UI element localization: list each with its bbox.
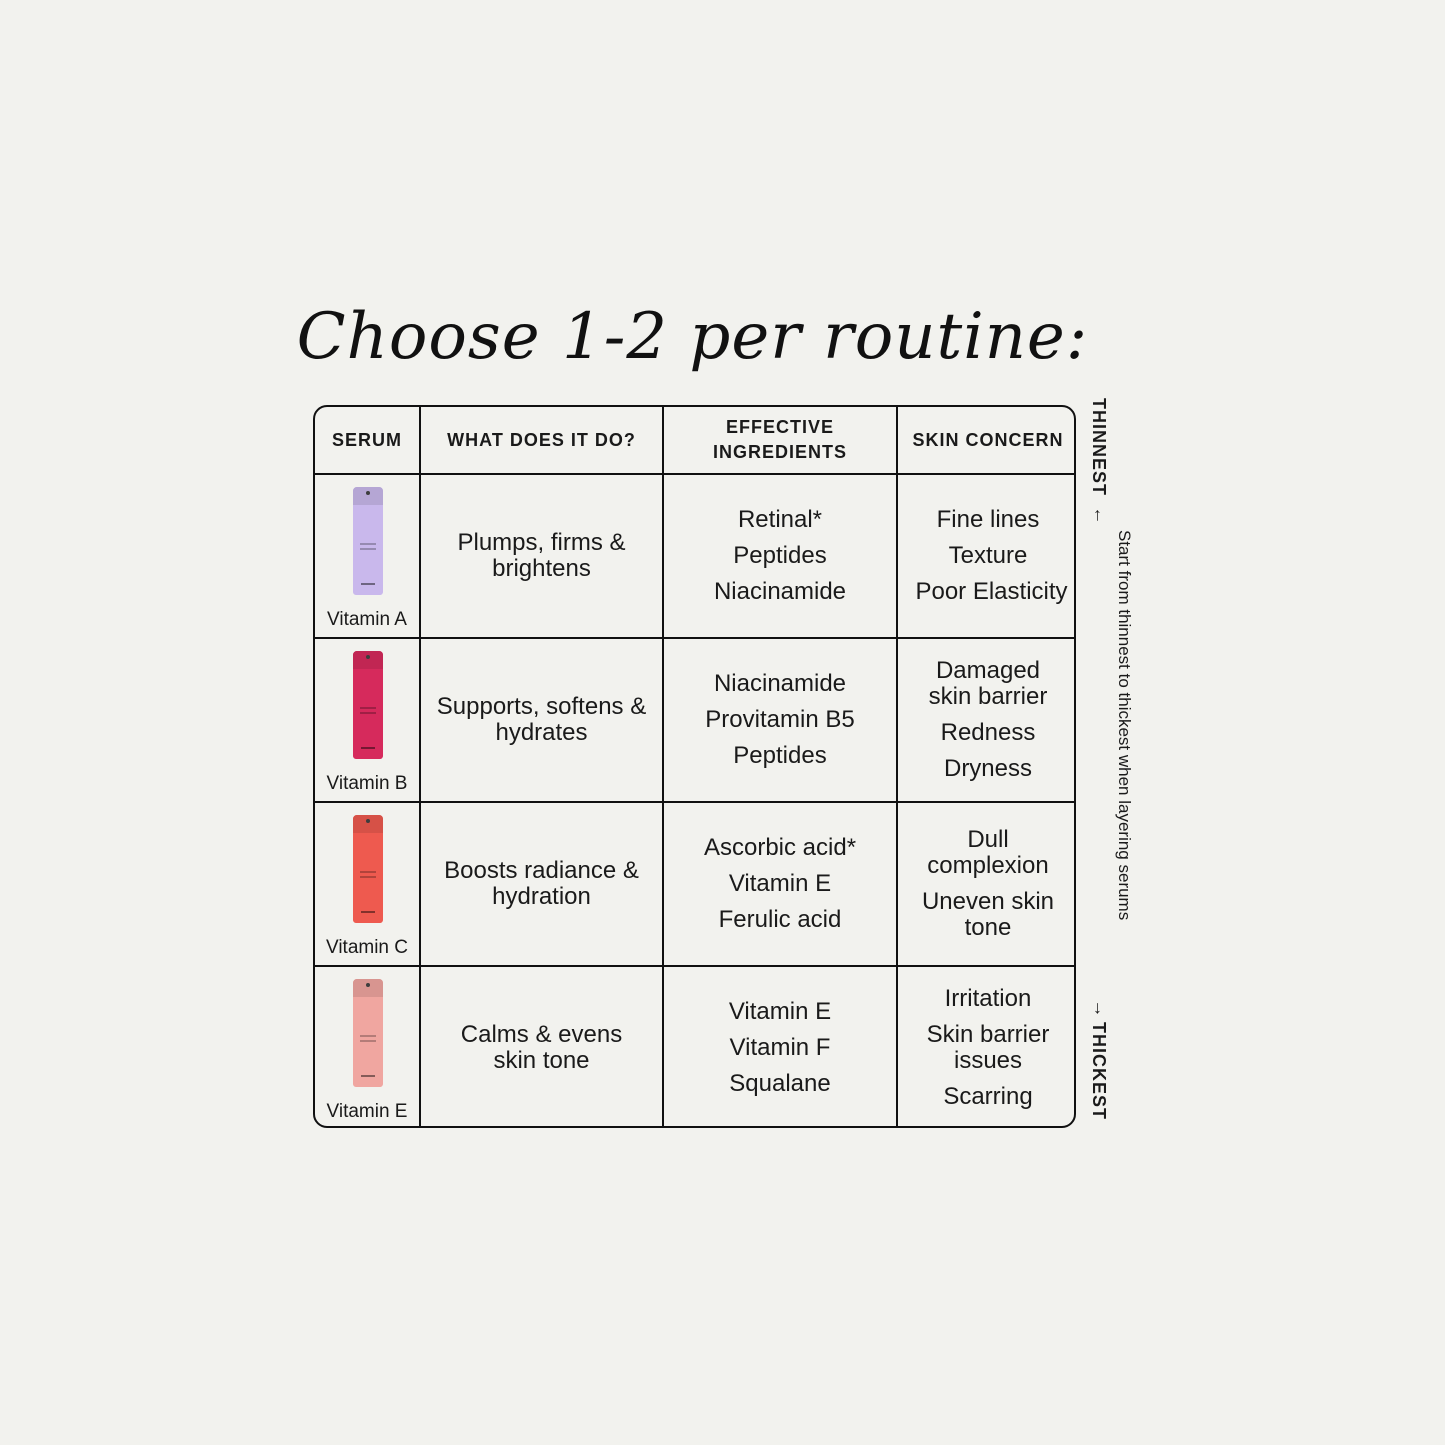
- serum-name: Vitamin B: [326, 773, 408, 794]
- serum-name: Vitamin E: [326, 1101, 408, 1122]
- ingredient-item: Ascorbic acid*: [703, 834, 857, 861]
- ingredient-item: Peptides: [733, 742, 827, 769]
- header-what-does-it-do: WHAT DOES IT DO?: [420, 407, 663, 474]
- serum-benefit: [420, 966, 663, 1128]
- concern-item: Uneven skin tone: [921, 888, 1055, 941]
- page-title: Choose 1-2 per routine:: [296, 300, 1089, 374]
- serum-comparison-table: [313, 405, 1076, 1128]
- concern-item: Damaged skin barrier: [928, 657, 1048, 710]
- concern-item: Texture: [948, 542, 1028, 569]
- ingredient-item: Retinal*: [737, 506, 823, 533]
- concern-item: Skin barrier issues: [926, 1021, 1050, 1074]
- ingredient-item: Peptides: [733, 542, 827, 569]
- table-header-row: [315, 407, 1076, 474]
- ingredient-item: Niacinamide: [713, 578, 847, 605]
- concern-item: Poor Elasticity: [915, 578, 1068, 605]
- ingredients-cell: [663, 802, 897, 966]
- serum-benefit: [420, 802, 663, 966]
- arrow-down-icon: →: [1090, 999, 1111, 1018]
- serum-bottle-image: [353, 815, 383, 923]
- ingredient-item: Provitamin B5: [705, 706, 855, 733]
- serum-cell: [315, 966, 420, 1128]
- arrow-up-icon: ←: [1090, 506, 1111, 525]
- serum-name: Vitamin A: [327, 609, 407, 630]
- serum-benefit: [420, 638, 663, 802]
- serum-cell: [315, 638, 420, 802]
- thinnest-label: THINNEST: [1089, 398, 1109, 496]
- layering-guide-text: Start from thinnest to thickest when layering serums: [1115, 530, 1134, 921]
- concern-item: Irritation: [944, 985, 1032, 1012]
- thickest-label: THICKEST: [1089, 1022, 1109, 1120]
- concern-item: Dryness: [943, 755, 1033, 782]
- ingredients-cell: [663, 966, 897, 1128]
- ingredient-item: Niacinamide: [713, 670, 847, 697]
- header-effective-ingredients: [663, 407, 897, 474]
- ingredient-item: Vitamin F: [729, 1034, 831, 1061]
- serum-benefit: [420, 474, 663, 638]
- concern-item: Redness: [940, 719, 1036, 746]
- serum-benefit-text: Plumps, firms & brightens: [457, 529, 626, 582]
- serum-name: Vitamin C: [325, 937, 408, 958]
- serum-cell: [315, 474, 420, 638]
- serum-benefit-text: Calms & evens skin tone: [460, 1021, 623, 1074]
- serum-bottle-image: [353, 979, 383, 1087]
- table-row: [315, 638, 1076, 802]
- header-serum: SERUM: [315, 407, 420, 474]
- ingredient-item: Ferulic acid: [718, 906, 842, 933]
- table-row: [315, 474, 1076, 638]
- serum-bottle-image: [353, 651, 383, 759]
- concerns-cell: [897, 638, 1076, 802]
- table-row: [315, 966, 1076, 1128]
- serum-benefit-text: Supports, softens & hydrates: [436, 693, 647, 746]
- serum-cell: [315, 802, 420, 966]
- ingredient-item: Vitamin E: [728, 870, 832, 897]
- ingredient-item: Vitamin E: [728, 998, 832, 1025]
- concern-item: Scarring: [943, 1083, 1033, 1110]
- header-effective-ingredients-label: EFFECTIVE INGREDIENTS: [712, 417, 847, 462]
- ingredients-cell: [663, 474, 897, 638]
- concerns-cell: [897, 802, 1076, 966]
- header-skin-concern: SKIN CONCERN: [897, 407, 1076, 474]
- concerns-cell: [897, 474, 1076, 638]
- concern-item: Dull complexion: [927, 826, 1049, 879]
- ingredients-cell: [663, 638, 897, 802]
- concern-item: Fine lines: [936, 506, 1040, 533]
- serum-bottle-image: [353, 487, 383, 595]
- concerns-cell: [897, 966, 1076, 1128]
- serum-benefit-text: Boosts radiance & hydration: [444, 857, 639, 910]
- table-row: [315, 802, 1076, 966]
- ingredient-item: Squalane: [729, 1070, 831, 1097]
